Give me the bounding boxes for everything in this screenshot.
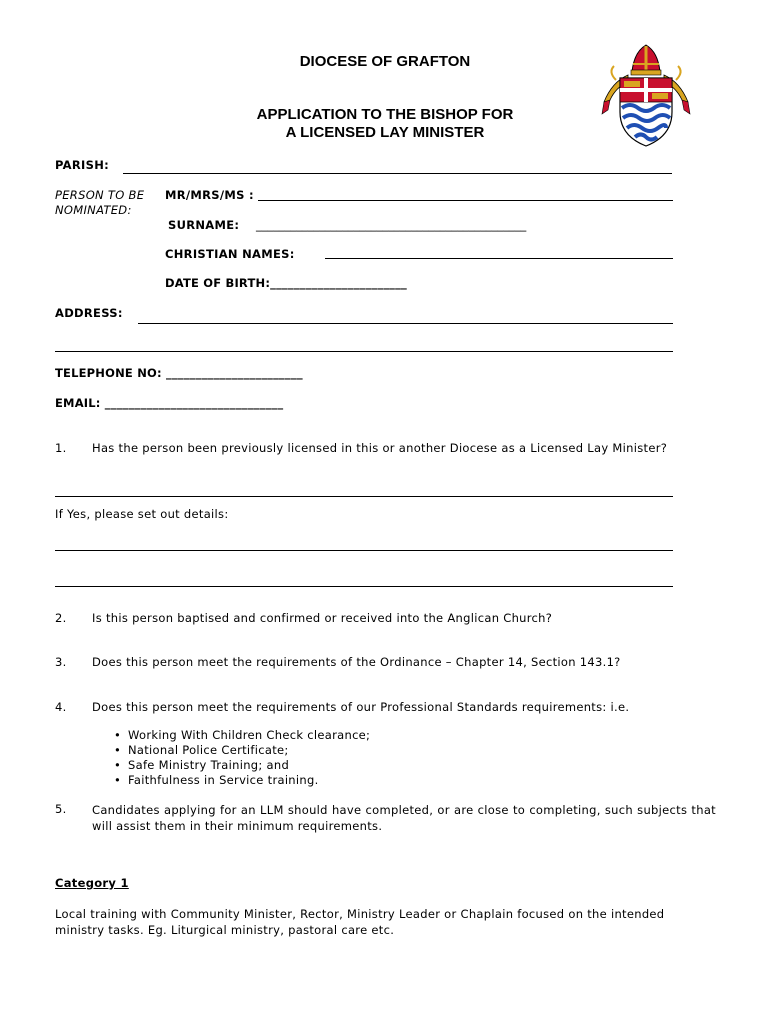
list-item: • Safe Ministry Training; and	[114, 758, 370, 773]
question-number: 4.	[55, 700, 67, 714]
christian-names-label: CHRISTIAN NAMES:	[165, 247, 295, 261]
form-title-line-2: A LICENSED LAY MINISTER	[285, 124, 485, 141]
details-line-2[interactable]	[55, 586, 673, 587]
question-text: Is this person baptised and confirmed or received into the Anglican Church?	[92, 611, 553, 625]
christian-names-field[interactable]	[325, 258, 673, 259]
category-heading: Category 1	[55, 876, 129, 890]
title-field[interactable]	[258, 200, 673, 201]
question-text: Candidates applying for an LLM should have completed, or are close to completing, such subjects that will assist them in their minimum requirements.	[92, 803, 716, 833]
list-item: • Working With Children Check clearance;	[114, 728, 370, 743]
diocese-crest-icon	[598, 42, 694, 148]
form-title-line-1: APPLICATION TO THE BISHOP FOR	[256, 106, 514, 123]
question-number: 1.	[55, 441, 67, 455]
parish-field[interactable]	[123, 173, 672, 174]
organization-name: DIOCESE OF GRAFTON	[299, 53, 471, 70]
address-field-line-1[interactable]	[138, 323, 673, 324]
question-text: Does this person meet the requirements of the Ordinance – Chapter 14, Section 143.1?	[92, 655, 621, 669]
requirements-list	[114, 728, 370, 788]
email-field[interactable]: EMAIL: ______________________________	[55, 396, 284, 410]
list-item: • Faithfulness in Service training.	[114, 773, 370, 788]
question-number: 3.	[55, 655, 67, 669]
previous-license-answer-line[interactable]	[55, 496, 673, 497]
nominee-label-line-1: PERSON TO BE	[55, 188, 145, 202]
question-text: Has the person been previously licensed in this or another Diocese as a Licensed Lay Minister?	[92, 441, 668, 455]
question-number: 2.	[55, 611, 67, 625]
surname-label: SURNAME:	[168, 218, 240, 232]
surname-field[interactable]: _______________________________________________	[256, 218, 527, 232]
address-field-line-2[interactable]	[55, 351, 673, 352]
telephone-field[interactable]: TELEPHONE NO: _______________________	[55, 366, 303, 380]
date-of-birth-field[interactable]: DATE OF BIRTH:_______________________	[165, 276, 407, 290]
question-text: Does this person meet the requirements of our Professional Standards requirements: i.e.	[92, 700, 630, 714]
parish-label: PARISH:	[55, 158, 110, 172]
address-label: ADDRESS:	[55, 306, 123, 320]
question-number: 5.	[55, 802, 67, 816]
category-description: Local training with Community Minister, Rector, Ministry Leader or Chaplain focused on the intended ministry tasks. Eg. Liturgical ministry, pastoral care etc.	[55, 907, 665, 937]
if-yes-label: If Yes, please set out details:	[55, 507, 229, 521]
details-line-1[interactable]	[55, 550, 673, 551]
title-label: MR/MRS/MS :	[165, 188, 254, 202]
list-item: • National Police Certificate;	[114, 743, 370, 758]
nominee-label-line-2: NOMINATED:	[55, 203, 132, 217]
